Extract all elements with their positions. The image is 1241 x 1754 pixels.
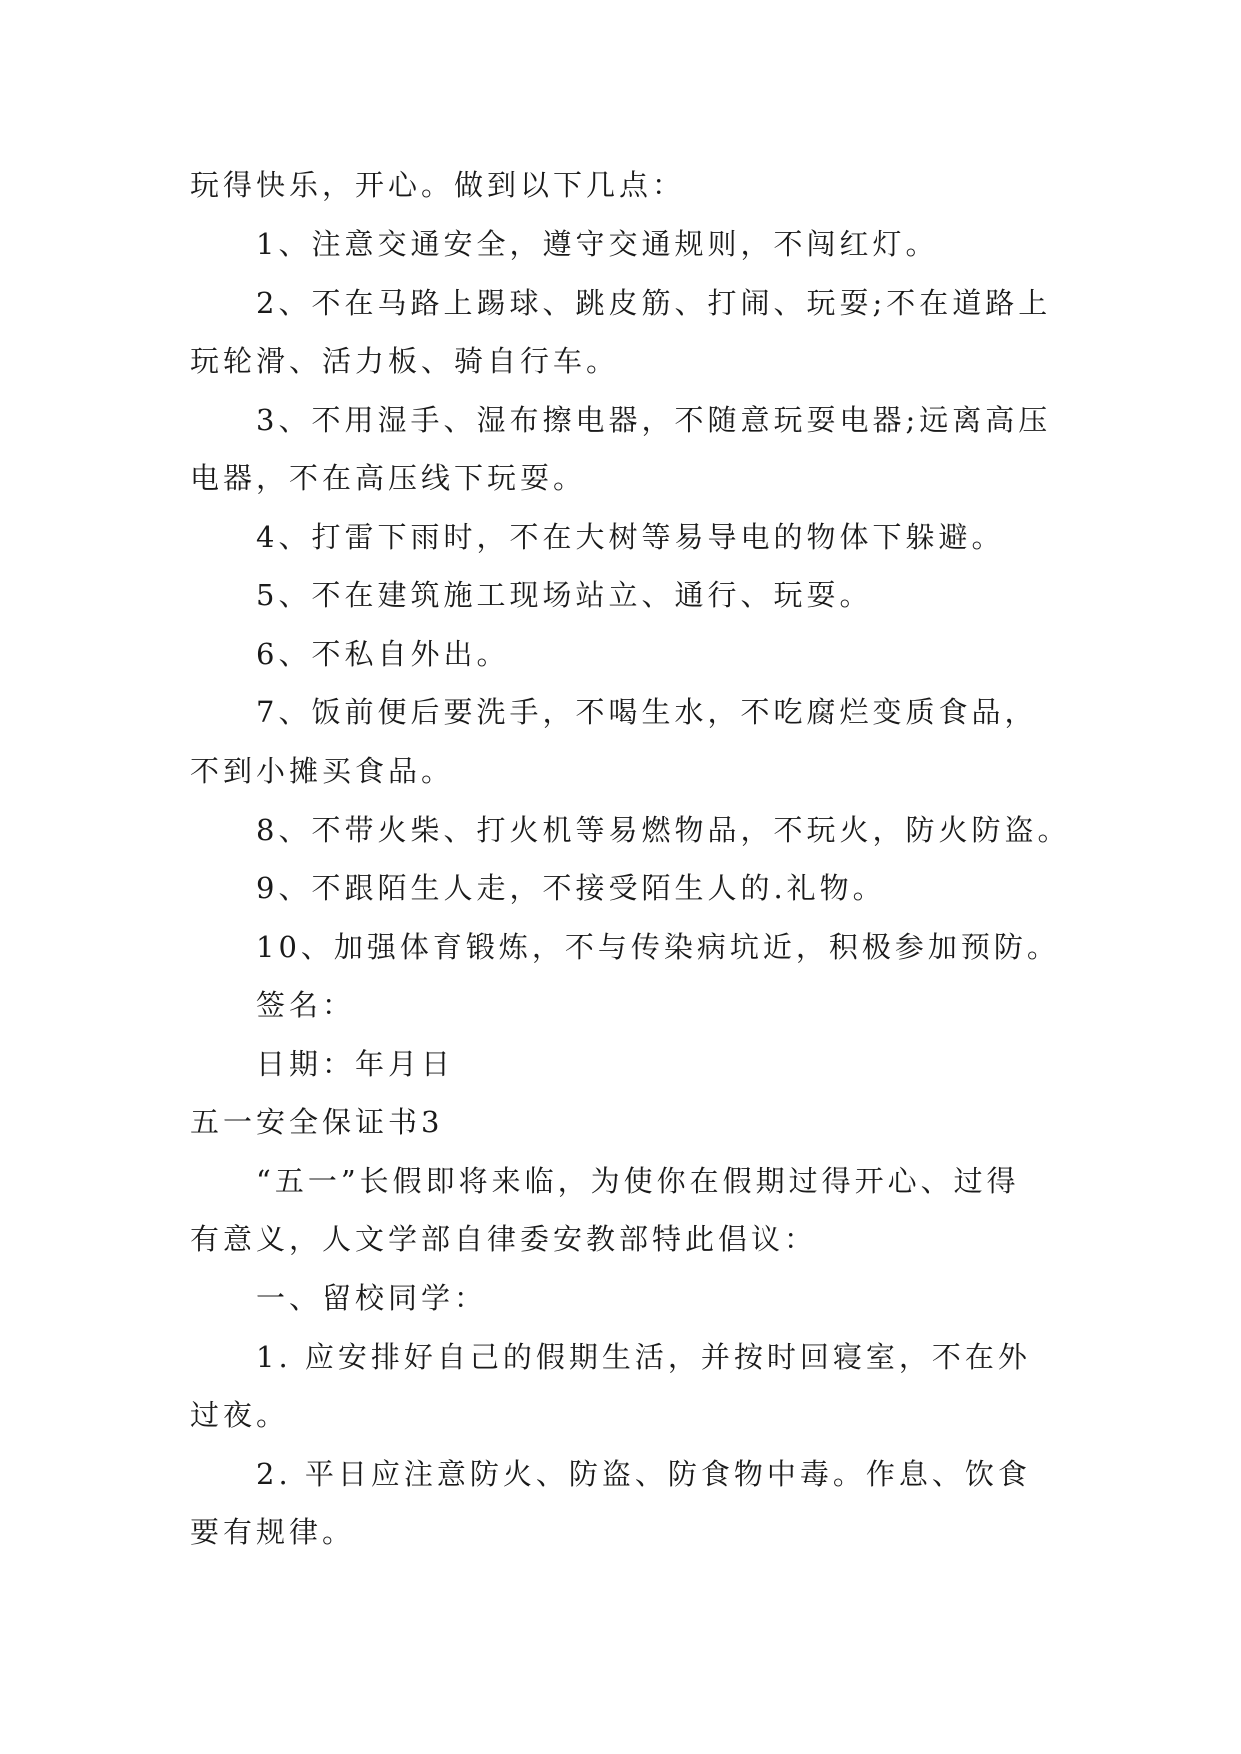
list-item-7-cont: 不到小摊买食品。	[190, 754, 455, 788]
list-item-7: 7、饭前便后要洗手，不喝生水，不吃腐烂变质食品，	[256, 695, 1038, 729]
section-title: 五一安全保证书3	[190, 1105, 444, 1139]
list-item-9: 9、不跟陌生人走，不接受陌生人的.礼物。	[256, 871, 886, 905]
numbered-item-1: 1. 应安排好自己的假期生活，并按时回寝室，不在外	[256, 1340, 1031, 1374]
numbered-item-2-cont: 要有规律。	[190, 1515, 356, 1549]
numbered-item-2: 2. 平日应注意防火、防盗、防食物中毒。作息、饮食	[256, 1457, 1031, 1491]
list-item-5: 5、不在建筑施工现场站立、通行、玩耍。	[256, 578, 873, 612]
numbered-item-1-cont: 过夜。	[190, 1398, 290, 1432]
paragraph-line: “五一”长假即将来临，为使你在假期过得开心、过得	[256, 1164, 1020, 1198]
paragraph-line-cont: 有意义，人文学部自律委安教部特此倡议：	[190, 1222, 818, 1256]
list-item-10: 10、加强体育锻炼，不与传染病坑近，积极参加预防。	[256, 930, 1060, 964]
date-label: 日期：年月日	[256, 1047, 455, 1081]
signature-label: 签名：	[256, 988, 356, 1022]
list-item-3: 3、不用湿手、湿布擦电器，不随意玩耍电器;远离高压	[256, 403, 1052, 437]
list-item-8: 8、不带火柴、打火机等易燃物品，不玩火，防火防盗。	[256, 813, 1071, 847]
list-item-6: 6、不私自外出。	[256, 637, 510, 671]
list-item-3-cont: 电器，不在高压线下玩耍。	[190, 461, 587, 495]
subsection-heading: 一、留校同学：	[256, 1281, 488, 1315]
list-item-1: 1、注意交通安全，遵守交通规则，不闯红灯。	[256, 227, 939, 261]
text-line: 玩得快乐，开心。做到以下几点：	[190, 168, 686, 202]
list-item-2: 2、不在马路上踢球、跳皮筋、打闹、玩耍;不在道路上	[256, 286, 1052, 320]
list-item-2-cont: 玩轮滑、活力板、骑自行车。	[190, 344, 620, 378]
list-item-4: 4、打雷下雨时，不在大树等易导电的物体下躲避。	[256, 520, 1005, 554]
